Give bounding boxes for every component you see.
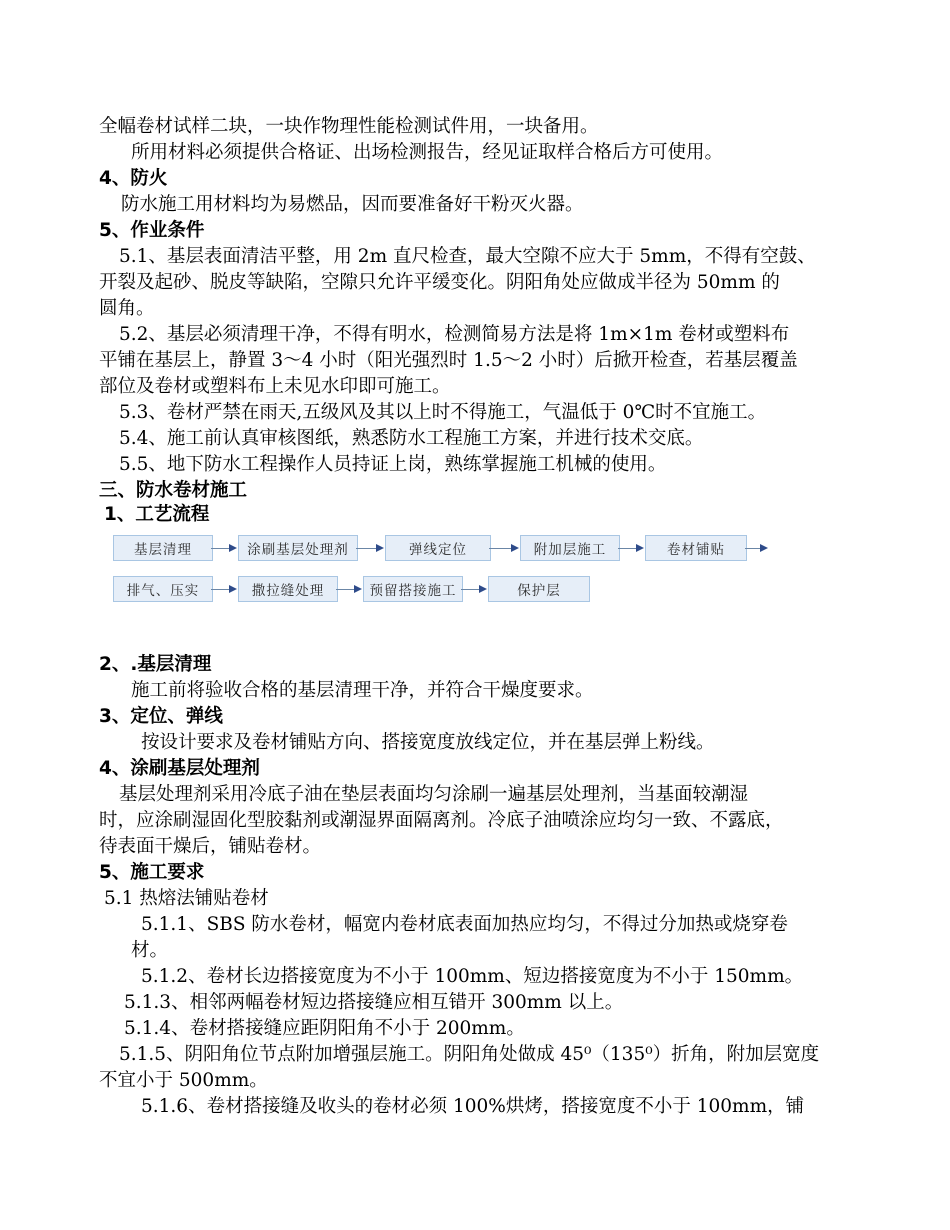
flow-arrow (489, 548, 513, 549)
text-line: 5.1.6、卷材搭接缝及收头的卷材必须 100%烘烤，搭接宽度不小于 100mm，铺 (141, 1096, 805, 1117)
text-line: 圆角。 (99, 298, 155, 319)
flow-arrow (745, 548, 761, 549)
text-line: 防水施工用材料均为易燃品，因而要准备好干粉灭火器。 (121, 194, 584, 215)
arrow-head-icon (760, 544, 768, 552)
arrow-head-icon (376, 544, 384, 552)
flow-step: 预留搭接施工 (363, 576, 463, 602)
flow-arrow (336, 589, 356, 590)
text-line: 5.5、地下防水工程操作人员持证上岗，熟练掌握施工机械的使用。 (119, 454, 667, 475)
text-line: 平铺在基层上，静置 3～4 小时（阳光强烈时 1.5～2 小时）后掀开检查，若基层覆盖 (99, 350, 798, 371)
flow-arrow (461, 589, 481, 590)
text-line: 5.1、基层表面清洁平整，用 2m 直尺检查，最大空隙不应大于 5mm，不得有空鼓、 (119, 246, 816, 267)
text-line: 5.1.3、相邻两幅卷材短边搭接缝应相互错开 300mm 以上。 (124, 992, 624, 1013)
chapter-heading: 三、防水卷材施工 (99, 480, 248, 501)
arrow-head-icon (511, 544, 519, 552)
text-line: 待表面干燥后，铺贴卷材。 (99, 836, 322, 857)
text-line: 施工前将验收合格的基层清理干净，并符合干燥度要求。 (131, 680, 594, 701)
arrow-head-icon (636, 544, 644, 552)
flow-step: 卷材铺贴 (645, 535, 747, 561)
section-heading: 2、.基层清理 (99, 654, 212, 675)
text-line: 5.1.1、SBS 防水卷材，幅宽内卷材底表面加热应均匀，不得过分加热或烧穿卷 (141, 914, 788, 935)
arrow-head-icon (229, 544, 237, 552)
flow-arrow (618, 548, 638, 549)
text-line: 不宜小于 500mm。 (99, 1070, 268, 1091)
text-line: 材。 (131, 940, 169, 961)
text-line: 部位及卷材或塑料布上未见水印即可施工。 (99, 376, 451, 397)
flow-step: 保护层 (488, 576, 590, 602)
arrow-head-icon (229, 585, 237, 593)
flow-step: 撒拉缝处理 (238, 576, 338, 602)
text-line: 开裂及起砂、脱皮等缺陷，空隙只允许平缓变化。阴阳角处应做成半径为 50mm 的 (99, 272, 780, 293)
flow-arrow (211, 548, 231, 549)
section-heading: 4、涂刷基层处理剂 (99, 758, 260, 779)
flow-arrow (356, 548, 378, 549)
flow-step: 基层清理 (113, 535, 213, 561)
arrow-head-icon (354, 585, 362, 593)
text-line: 5.1.4、卷材搭接缝应距阴阳角不小于 200mm。 (124, 1018, 525, 1039)
flow-step: 附加层施工 (520, 535, 620, 561)
section-heading: 1、工艺流程 (104, 504, 210, 525)
text-line: 5.2、基层必须清理干净，不得有明水，检测简易方法是将 1m×1m 卷材或塑料布 (119, 324, 790, 345)
text-line: 5.1.2、卷材长边搭接宽度为不小于 100mm、短边搭接宽度为不小于 150mm。 (141, 966, 804, 987)
text-line: 5.3、卷材严禁在雨天,五级风及其以上时不得施工，气温低于 0℃时不宜施工。 (119, 402, 767, 423)
text-line: 5.4、施工前认真审核图纸，熟悉防水工程施工方案，并进行技术交底。 (119, 428, 704, 449)
text-line: 基层处理剂采用冷底子油在垫层表面均匀涂刷一遍基层处理剂，当基面较潮湿 (119, 784, 749, 805)
text-line: 按设计要求及卷材铺贴方向、搭接宽度放线定位，并在基层弹上粉线。 (141, 732, 715, 753)
text-line: 时，应涂刷湿固化型胶黏剂或潮湿界面隔离剂。冷底子油喷涂应均匀一致、不露底， (99, 810, 784, 831)
arrow-head-icon (479, 585, 487, 593)
flow-step: 排气、压实 (113, 576, 213, 602)
flow-step: 涂刷基层处理剂 (238, 535, 358, 561)
text-line: 全幅卷材试样二块，一块作物理性能检测试件用，一块备用。 (99, 116, 599, 137)
flow-arrow (211, 589, 231, 590)
section-heading: 4、防火 (99, 168, 168, 189)
text-line: 5.1 热熔法铺贴卷材 (104, 888, 269, 909)
section-heading: 5、作业条件 (99, 220, 205, 241)
text-line: 所用材料必须提供合格证、出场检测报告，经见证取样合格后方可使用。 (131, 142, 724, 163)
flow-step: 弹线定位 (385, 535, 491, 561)
text-line: 5.1.5、阴阳角位节点附加增强层施工。阴阳角处做成 45⁰（135⁰）折角，附加层宽度 (119, 1044, 820, 1065)
section-heading: 3、定位、弹线 (99, 706, 223, 727)
section-heading: 5、施工要求 (99, 862, 205, 883)
